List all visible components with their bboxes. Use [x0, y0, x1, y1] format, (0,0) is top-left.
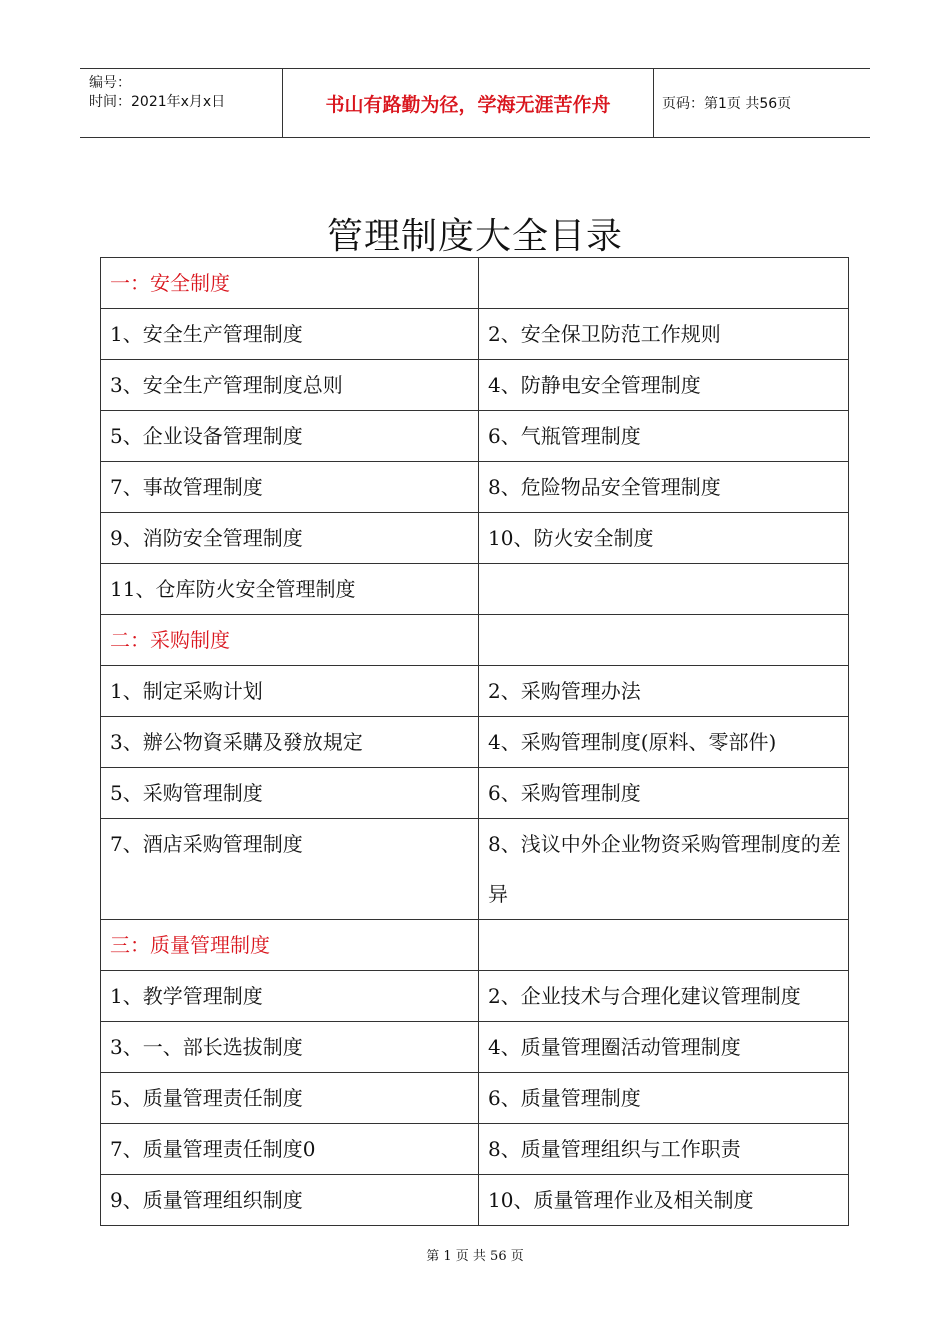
empty-cell — [479, 258, 849, 309]
toc-item: 3、安全生产管理制度总则 — [101, 360, 479, 411]
toc-item: 1、制定采购计划 — [101, 666, 479, 717]
section-row — [101, 920, 849, 971]
table-row — [101, 360, 849, 411]
page-title: 管理制度大全目录 — [326, 216, 623, 257]
table-row — [101, 768, 849, 819]
toc-table — [100, 257, 849, 1226]
toc-item: 6、采购管理制度 — [479, 768, 849, 819]
header-motto: 书山有路勤为径，学海无涯苦作舟 — [325, 93, 611, 116]
toc-item: 4、防静电安全管理制度 — [479, 360, 849, 411]
toc-item: 7、质量管理责任制度0 — [101, 1124, 479, 1175]
toc-item: 3、一、部长选拔制度 — [101, 1022, 479, 1073]
toc-item: 5、采购管理制度 — [101, 768, 479, 819]
table-row — [101, 1073, 849, 1124]
table-row — [101, 1022, 849, 1073]
toc-item: 7、事故管理制度 — [101, 462, 479, 513]
toc-item: 4、质量管理圈活动管理制度 — [479, 1022, 849, 1073]
toc-item: 7、酒店采购管理制度 — [101, 819, 479, 920]
section-row — [101, 258, 849, 309]
toc-item: 8、质量管理组织与工作职责 — [479, 1124, 849, 1175]
table-row — [101, 564, 849, 615]
toc-item: 9、消防安全管理制度 — [101, 513, 479, 564]
section-heading: 三：质量管理制度 — [101, 920, 479, 971]
header-meta — [80, 69, 282, 137]
toc-item: 6、质量管理制度 — [479, 1073, 849, 1124]
toc-item: 8、浅议中外企业物资采购管理制度的差异 — [479, 819, 849, 920]
toc-item: 2、安全保卫防范工作规则 — [479, 309, 849, 360]
table-row — [101, 971, 849, 1022]
empty-cell — [479, 920, 849, 971]
table-row — [101, 819, 849, 920]
table-row — [101, 411, 849, 462]
page-header — [80, 68, 870, 138]
toc-item: 11、仓库防火安全管理制度 — [101, 564, 479, 615]
table-row — [101, 462, 849, 513]
table-row — [101, 309, 849, 360]
toc-item: 6、气瓶管理制度 — [479, 411, 849, 462]
toc-item: 10、质量管理作业及相关制度 — [479, 1175, 849, 1226]
toc-item: 5、企业设备管理制度 — [101, 411, 479, 462]
section-heading: 二：采购制度 — [101, 615, 479, 666]
toc-item: 3、辦公物資采購及發放規定 — [101, 717, 479, 768]
toc-item: 9、质量管理组织制度 — [101, 1175, 479, 1226]
table-row — [101, 1124, 849, 1175]
toc-item: 4、采购管理制度(原料、零部件) — [479, 717, 849, 768]
table-row — [101, 666, 849, 717]
number-label: 编号： — [89, 75, 131, 91]
toc-item: 1、教学管理制度 — [101, 971, 479, 1022]
header-divider — [653, 69, 654, 137]
section-heading: 一：安全制度 — [101, 258, 479, 309]
table-row — [101, 717, 849, 768]
toc-item: 10、防火安全制度 — [479, 513, 849, 564]
page-footer: 第 1 页 共 56 页 — [426, 1249, 524, 1264]
empty-cell — [479, 615, 849, 666]
toc-item: 2、采购管理办法 — [479, 666, 849, 717]
table-row — [101, 1175, 849, 1226]
toc-item: 8、危险物品安全管理制度 — [479, 462, 849, 513]
section-row — [101, 615, 849, 666]
table-row — [101, 513, 849, 564]
toc-item — [479, 564, 849, 615]
header-page-info: 页码：第1页 共56页 — [662, 96, 792, 112]
toc-item: 5、质量管理责任制度 — [101, 1073, 479, 1124]
toc-item: 1、安全生产管理制度 — [101, 309, 479, 360]
time-label: 时间：2021年x月x日 — [89, 94, 226, 110]
toc-item: 2、企业技术与合理化建议管理制度 — [479, 971, 849, 1022]
